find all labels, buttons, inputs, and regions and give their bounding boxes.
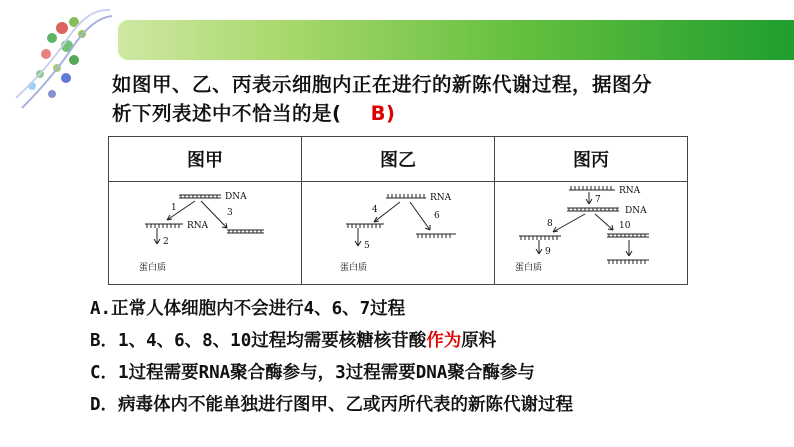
- jia-step-3: 3: [227, 208, 233, 218]
- jia-dna-label: DNA: [225, 192, 247, 202]
- option-b-text: B．1、4、6、8、10过程均需要核糖核苷酸: [90, 331, 427, 351]
- jia-step-1: 1: [171, 203, 177, 213]
- answer-mark: B): [370, 102, 396, 125]
- bing-dna-label: DNA: [625, 206, 647, 216]
- yi-rna-label: RNA: [430, 193, 452, 203]
- header-bing: 图丙: [495, 137, 688, 182]
- title-banner: [118, 20, 794, 60]
- question-line-1: 如图甲、乙、丙表示细胞内正在进行的新陈代谢过程，据图分: [112, 73, 653, 96]
- jia-rna-label: RNA: [187, 221, 209, 231]
- option-b: [90, 325, 790, 357]
- figure-table: [108, 136, 688, 285]
- option-b-highlight: 作为: [426, 331, 462, 351]
- yi-step-5: 5: [364, 241, 370, 251]
- figure-bing-cell: [495, 182, 688, 285]
- figure-yi-diagram: [302, 182, 502, 284]
- figure-yi-cell: [302, 182, 495, 285]
- bing-step-7: 7: [595, 195, 601, 205]
- header-yi: 图乙: [302, 137, 495, 182]
- jia-step-2: 2: [163, 237, 169, 247]
- header-jia: 图甲: [109, 137, 302, 182]
- answer-options: [90, 293, 790, 421]
- question-prefix: 析下列表述中不恰当的是(: [112, 102, 342, 125]
- bing-protein-label: 蛋白质: [515, 263, 543, 273]
- figure-bing-diagram: [495, 182, 695, 284]
- yi-step-4: 4: [372, 205, 378, 215]
- figure-jia-diagram: [109, 182, 287, 284]
- bing-step-10: 10: [619, 221, 631, 231]
- yi-protein-label: 蛋白质: [340, 263, 368, 273]
- jia-protein-label: 蛋白质: [139, 263, 167, 273]
- figure-jia-cell: [109, 182, 302, 285]
- option-b-suffix: 原料: [461, 331, 497, 351]
- yi-step-6: 6: [434, 211, 440, 221]
- option-c: C．1过程需要RNA聚合酶参与，3过程需要DNA聚合酶参与: [90, 363, 535, 383]
- bing-step-9: 9: [545, 247, 551, 257]
- question-text: [112, 70, 752, 128]
- option-a: A.正常人体细胞内不会进行4、6、7过程: [90, 299, 406, 319]
- question-line-2: [112, 99, 752, 128]
- bing-step-8: 8: [547, 219, 553, 229]
- bing-rna-label: RNA: [619, 186, 641, 196]
- option-d: D．病毒体内不能单独进行图甲、乙或丙所代表的新陈代谢过程: [90, 395, 574, 415]
- dna-helix-decoration: [12, 8, 120, 118]
